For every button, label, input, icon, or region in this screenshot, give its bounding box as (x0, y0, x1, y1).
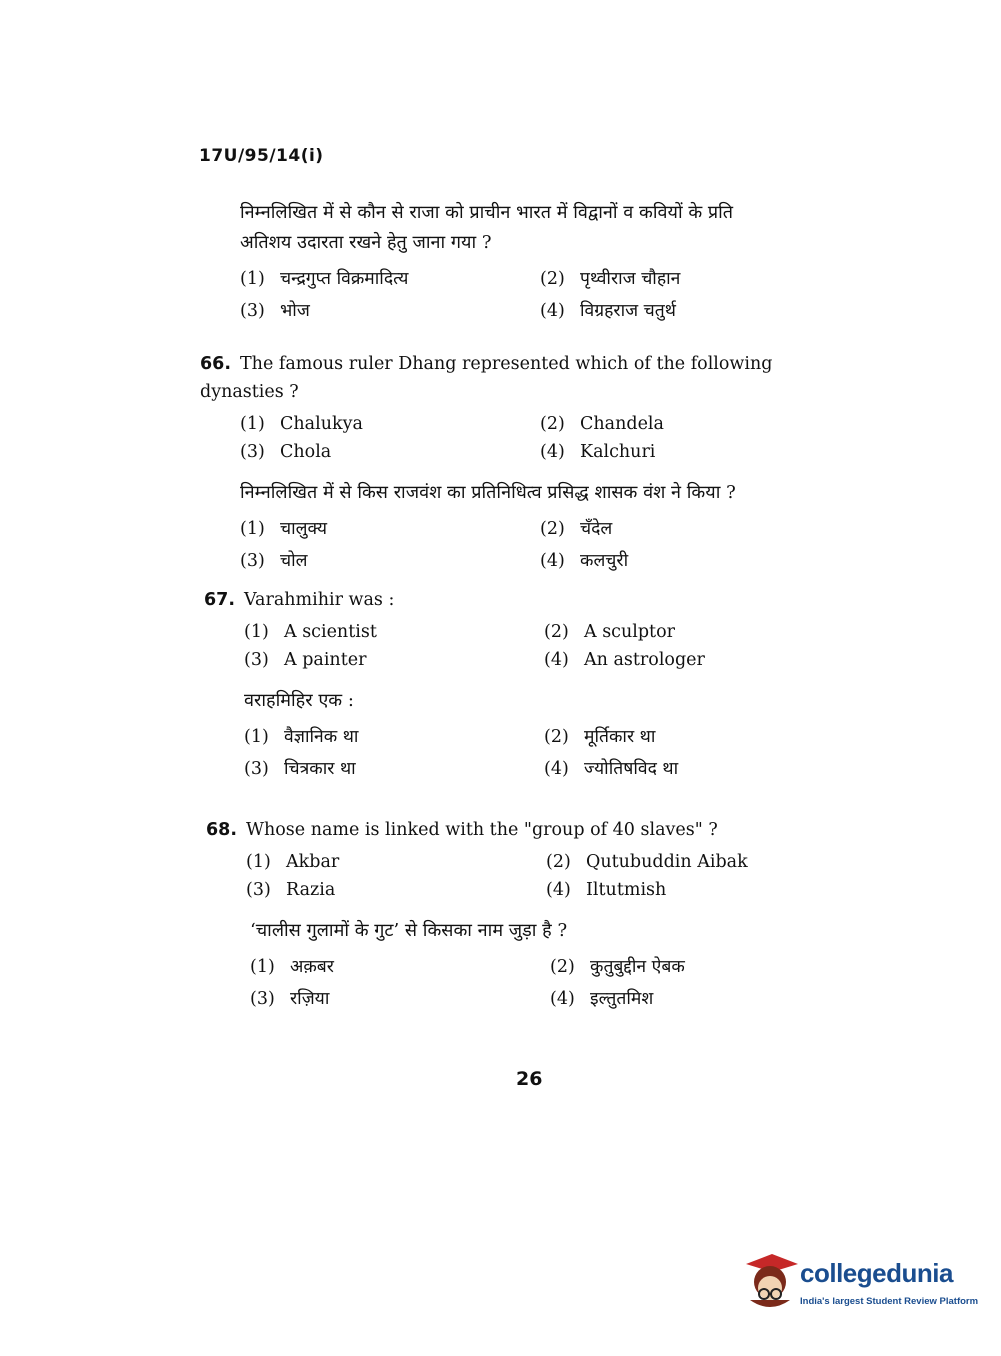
option-number: (1) (244, 727, 269, 747)
page-number: 26 (516, 1068, 543, 1090)
option-number: (2) (540, 269, 565, 289)
option-number: (2) (540, 519, 565, 539)
option-2 (544, 622, 844, 642)
option-label: भोज (280, 301, 310, 321)
question-text (200, 350, 860, 406)
option-number: (3) (244, 650, 269, 670)
logo-tagline: India's largest Student Review Platform (800, 1296, 979, 1307)
option-number: (4) (540, 442, 565, 462)
question-number: 68. (206, 820, 238, 840)
option-4 (540, 442, 840, 462)
options-grid (240, 266, 860, 322)
option-2 (544, 724, 844, 748)
option-4 (540, 548, 840, 572)
option-3 (250, 986, 550, 1010)
question-text-hindi: वराहमिहिर एक : (244, 690, 354, 711)
option-3 (244, 756, 544, 780)
option-3 (244, 650, 544, 670)
question-68 (206, 816, 866, 1010)
option-3 (246, 880, 546, 900)
question-text (204, 586, 864, 614)
question-67 (204, 586, 864, 780)
option-4 (544, 756, 844, 780)
option-label: वैज्ञानिक था (284, 727, 359, 747)
option-number: (3) (240, 442, 265, 462)
option-2 (540, 516, 840, 540)
collegedunia-logo (742, 1250, 979, 1312)
mascot-icon (742, 1250, 800, 1312)
option-label: An astrologer (584, 650, 705, 670)
question-66 (200, 350, 860, 572)
question-text-line1: निम्नलिखित में से कौन से राजा को प्राचीन भारत में विद्वानों व कवियों के प्रति (240, 202, 734, 223)
question-label: Whose name is linked with the "group of 40 slaves" ? (246, 820, 718, 840)
option-2 (540, 266, 840, 290)
option-1 (240, 414, 540, 434)
logo-wordmark: collegedunia (800, 1258, 953, 1288)
option-number: (1) (244, 622, 269, 642)
option-number: (1) (240, 414, 265, 434)
options-grid-hindi (250, 954, 866, 1010)
option-label: Iltutmish (586, 880, 667, 900)
option-number: (3) (240, 551, 265, 571)
option-label: मूर्तिकार था (584, 727, 656, 747)
option-1 (250, 954, 550, 978)
option-label: अक़बर (290, 957, 334, 977)
option-number: (2) (546, 852, 571, 872)
option-label: चोल (280, 551, 308, 571)
option-2 (540, 414, 840, 434)
option-label: Kalchuri (580, 442, 656, 462)
option-label: Qutubuddin Aibak (586, 852, 748, 872)
option-label: A sculptor (584, 622, 675, 642)
option-label: चन्द्रगुप्त विक्रमादित्य (280, 269, 409, 289)
options-grid-hindi (244, 724, 864, 780)
option-4 (546, 880, 846, 900)
option-label: A scientist (284, 622, 377, 642)
option-number: (2) (550, 957, 575, 977)
option-number: (2) (540, 414, 565, 434)
option-number: (1) (250, 957, 275, 977)
options-grid (244, 622, 864, 670)
option-label: चित्रकार था (284, 759, 356, 779)
question-number: 67. (204, 590, 236, 610)
option-label: Akbar (286, 852, 340, 872)
option-number: (1) (240, 269, 265, 289)
option-1 (244, 622, 544, 642)
question-text-hindi: ‘चालीस गुलामों के गुट’ से किसका नाम जुड़ा है ? (250, 920, 568, 941)
question-number: 66. (200, 354, 232, 374)
option-number: (2) (544, 727, 569, 747)
option-label: पृथ्वीराज चौहान (580, 269, 681, 289)
option-number: (4) (546, 880, 571, 900)
option-number: (3) (240, 301, 265, 321)
option-number: (3) (244, 759, 269, 779)
option-1 (244, 724, 544, 748)
option-2 (550, 954, 850, 978)
option-number: (4) (544, 759, 569, 779)
option-label: रज़िया (290, 989, 330, 1009)
question-text-line2: अतिशय उदारता रखने हेतु जाना गया ? (240, 232, 492, 253)
option-number: (1) (240, 519, 265, 539)
question-65-hindi (240, 198, 860, 322)
option-4 (550, 986, 850, 1010)
option-1 (240, 516, 540, 540)
option-label: चालुक्य (280, 519, 328, 539)
option-3 (240, 442, 540, 462)
option-label: कलचुरी (580, 551, 629, 571)
options-grid-hindi (240, 516, 860, 572)
option-label: इल्तुतमिश (590, 989, 654, 1009)
question-text-hindi: निम्नलिखित में से किस राजवंश का प्रतिनिधित्व प्रसिद्ध शासक वंश ने किया ? (240, 482, 736, 503)
option-4 (544, 650, 844, 670)
question-label: The famous ruler Dhang represented which of the following dynasties ? (200, 354, 773, 402)
options-grid (246, 852, 866, 900)
paper-code: 17U/95/14(i) (199, 146, 324, 166)
option-number: (2) (544, 622, 569, 642)
option-label: चँदेल (580, 519, 613, 539)
option-number: (4) (550, 989, 575, 1009)
option-number: (3) (246, 880, 271, 900)
option-label: Chalukya (280, 414, 363, 434)
option-label: Chandela (580, 414, 664, 434)
option-label: A painter (284, 650, 367, 670)
option-number: (1) (246, 852, 271, 872)
option-label: Razia (286, 880, 336, 900)
option-label: ज्योतिषविद था (584, 759, 679, 779)
option-number: (4) (544, 650, 569, 670)
option-3 (240, 298, 540, 322)
option-label: Chola (280, 442, 332, 462)
option-label: विग्रहराज चतुर्थ (580, 301, 676, 321)
option-number: (4) (540, 301, 565, 321)
option-3 (240, 548, 540, 572)
question-label: Varahmihir was : (244, 590, 395, 610)
option-1 (246, 852, 546, 872)
option-4 (540, 298, 840, 322)
option-label: कुतुबुद्दीन ऐबक (590, 957, 685, 977)
option-number: (3) (250, 989, 275, 1009)
question-text (206, 816, 866, 844)
option-1 (240, 266, 540, 290)
option-number: (4) (540, 551, 565, 571)
option-2 (546, 852, 846, 872)
options-grid (240, 414, 860, 462)
